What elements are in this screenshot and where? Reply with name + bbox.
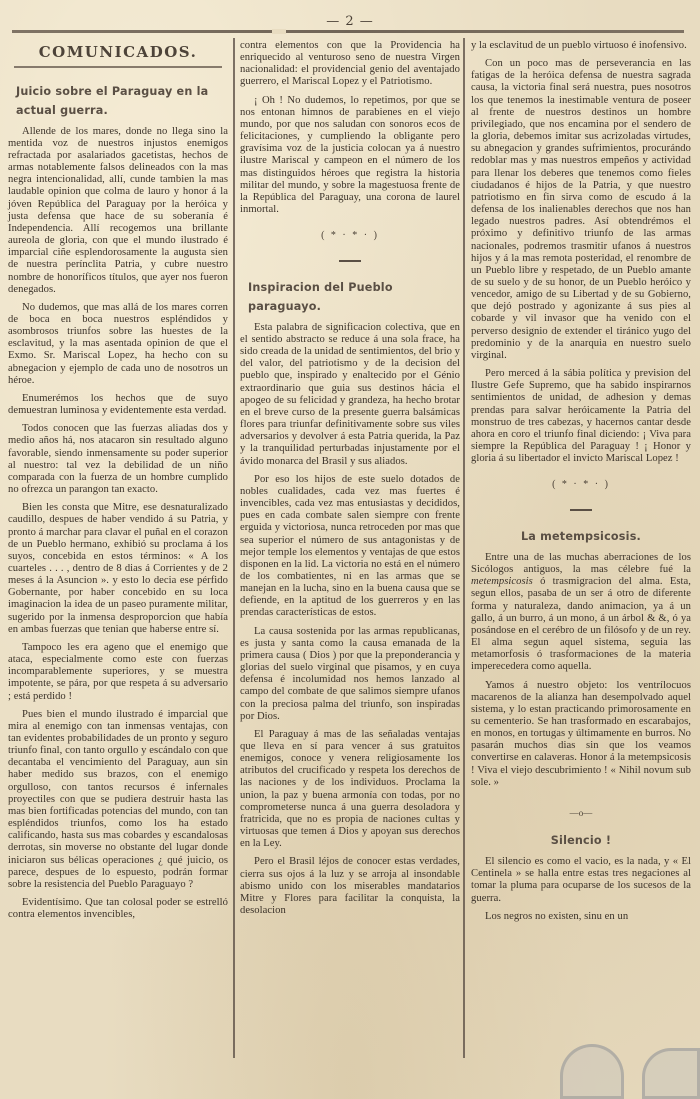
paragraph: No dudemos, que mas allá de los mares corren de boca en boca nuestros espléndidos y asombrosos triunfos sobre las huestes de la esclavitud, y la mas asentada opinion de que el Exmo. Sr. Mariscal Lopez, ha hecho con su abnegacion y ejemplo de cada uno de nosotros un héroe.: [8, 301, 228, 386]
article-title: Silencio !: [550, 834, 612, 848]
signature-mark: ( * · * · ): [552, 479, 610, 491]
paragraph: Esta palabra de significacion colectiva, que en el sentido abstracto se reduce á una sola frace, ha sido creada de la unidad de sentimientos, del brio y del valor, del patriotismo y de la decision del pueblo que, inspirado y enaltecido por el Génio extraordinario que guia sus destinos hácia el apogeo de su felicidad y grandeza, ha hecho brotar en el breve curso de la presente guerra balsámicas flores para triunfar definitivamente sobre sus viles adversarios y devolver á esta Patria querida, la Paz y la tranquilidad perturbadas injustamente por el ávido monarca del Brasil y sus aliados.: [240, 321, 460, 467]
paragraph: Por eso los hijos de este suelo dotados de nobles cualidades, cada vez mas fuertes é invencibles, cada vez mas entusiastas y decididos, pues en cada combate salen siempre con frente erguida y victoriosa, nunca retroceden por mas que sea superior el número de sus antagonistas y de mejor temple los elementos y ventajas de que estos disponen en la lid. La victoria no está en el número de los combatientes, ni en las armas que se manejan en la lucha, sino en la buena causa que se defiende, en la aptitud de los guerreros y en las prendas características de estos.: [240, 473, 460, 619]
text: ó trasmigracion del alma. Esta, segun ellos, pasaba de un ser á otro de diferente forma y naturaleza, dando animacion, ya á un gallo, á un burro, á un mono, á un árbol & &, ó ya posándose en el cerébro de un filósofo y de un rey. El alma segun aquel sistema, seguia las metamorfosis ó trasformaciones de la materia imperecedera como aquella.: [471, 576, 691, 673]
signature-mark: ( * · * · ): [321, 230, 379, 242]
paragraph: Evidentísimo. Que tan colosal poder se estrelló contra elementos invencibles,: [8, 897, 228, 921]
paragraph: Tampoco les era ageno que el enemigo que ataca, especialmente como este con fuerzas incomparablemente superiores, y se muestra impotente, se pára, por que respeta á su adversario ; está perdido !: [8, 641, 228, 702]
paragraph: Bien les consta que Mitre, ese desnaturalizado caudillo, despues de haber vendido á su Patria, y pronto á marchar para clavar el puñal en el corazon de un Pueblo hermano, exhibió su proclama á los suyos, concebida en estos términos: « A los cuarteles . . . , dentro de 8 dias á Corrientes y de 2 meses á la Asuncion ». y esto lo decia ese pérfido Gobernante, por haber concebido en su loca imaginacion la idea de un paseo puramente militar, sugerido por la inmensa desproporcion que había en ambas fuerzas que tenian que haberse entre sí.: [8, 502, 228, 635]
article-title: Juicio sobre el Paraguay en la actual guerra.: [16, 84, 209, 117]
paragraph: Pero merced á la sábia política y prevision del Ilustre Gefe Supremo, que ha sabido inspirarnos sentimientos de unidad, de adhesion y demas prendas para salvar heróicamente la Patria del monstruo de tres cabezas, y hacernos cantar desde ahora en coro el triunfo final diciendo: ¡ Viva para siempre la República del Paraguay ! ¡ Honor y gloria á su libertador el invicto Mariscal Lopez !: [471, 368, 691, 465]
paragraph: El Paraguay á mas de las señaladas ventajas que lleva en sí para vencer á sus gratuitos enemigos, conoce y venera religiosamente los atributos del crucificado y respeta los derechos de las naciones y de los individuos. Proclama la union, la paz y buena armonía con todas, por no comprometerse nunca á una guerra desoladora y fratricida, que no es propia de naciones cultas y virtuosas que temen á Dios y apoyan sus derechos en la Ley.: [240, 728, 460, 850]
paragraph: y la esclavitud de un pueblo virtuoso é inofensivo.: [471, 40, 687, 51]
paragraph: contra elementos con que la Providencia ha enriquecido al venturoso seno de nuestra Virgen nacionalidad: el providencial genio del aventajado guerrero, el Mariscal Lopez y el Patriotismo.: [240, 40, 460, 88]
text: Entre una de las muchas aberraciones de los Sicólogos antiguos, la mas célebre fué la: [471, 551, 691, 576]
archive-stamps: [560, 1044, 700, 1099]
section-title: COMUNICADOS.: [38, 43, 198, 61]
header-rule: [12, 30, 684, 33]
paragraph: Enumerémos los hechos que de suyo demuestran luminosa y evidentemente esta verdad.: [8, 392, 228, 417]
archive-seal-icon: [560, 1044, 624, 1099]
archive-seal-icon: [642, 1048, 700, 1099]
paragraph: Todos conocen que las fuerzas aliadas dos y medio años há, nos atacaron sin resultado alguno favorable, siendo inmensamente su poder superior al nuestro: tal vez la debilidad de un niño comparada con la fuerza de un hombre cumplido no ofrezca un parangon tan exacto.: [8, 423, 228, 496]
paragraph: Yamos á nuestro objeto: los ventrílocuos macarenos de la alianza han desempolvado aquel sistema, y lo estan practicando primorosamente en su cementerio. Se han trasformado en escarabajos, en monos, en tortugas y últimamente en burros. No pasarán muchos dias sin que los veamos convertirse en calaveras. Honor á la metempsicosis ! Viva el viejo descubrimiento ! « Nihil novum sub sole. »: [471, 679, 691, 788]
paragraph: Con un poco mas de perseverancia en las fatigas de la heróica defensa de nuestra sagrada causa, la victoria final será nuestra, pues nosotros los que tenemos la inestimable ventura de poseer al frente de nuestros destinos un hombre privilegiado, que nos encamina por el sendero de la gloria, debemos imitar sus acrizoladas virtudes, su abnegacion y grandes sufrimientos, procurándo redoblar mas y mas nuestros empeños y actividad para llenar los deberes que tenemos como fieles ciudadanos é hijos de la Patria, y que nuestro patriotismo en fin sirva como de escudo á la defensa de los inalienables derechos que nos han legado nuestros padres. Así obtendrémos el próximo y definitivo triunfo de las armas nacionales, podremos trasmitir ufanos á nuestros hijos y á la mas remota posteridad, el renombre de un Pueblo libre y respetado, de un Pueblo amante de su suelo y de su honor, de un Pueblo heróico y vencedor, amigo de su Libertad y de su Gobierno, que dejó postrado y agonizante á sus pies al cobarde y vil invasor que ha venido con el perverso designio de extender el tiránico yugo del predominio y de la anarquia en nuestro suelo virginal.: [471, 58, 691, 361]
column-1: [8, 40, 228, 927]
column-2: [240, 40, 460, 923]
paragraph: Pero el Brasil léjos de conocer estas verdades, cierra sus ojos á la luz y se arroja al insondable abismo unido con los miserables mandatarios Mitre y Flores para facilitar la conquista, la desolacion: [240, 856, 460, 917]
paragraph: Los negros no existen, sinu en un: [485, 910, 629, 922]
article-title: Inspiracion del Pueblo paraguayo.: [248, 280, 393, 313]
emphasis-term: metempsicosis: [471, 576, 533, 588]
column-divider: [233, 38, 235, 1058]
article-separator: [339, 260, 361, 262]
paragraph: Pues bien el mundo ilustrado é imparcial que mira al enemigo con tan inmensas ventajas, con tan evidentes probabilidades de un pronto y seguro triunfo final, con tanto orgullo y escándalo con que decantaba el vencimiento del Paraguay, aun sin haber medido sus brazos, con el enemigo orgulloso, con tantos recursos é infernales proyectiles con que se pudiera destruir hasta las mas bien fortificadas potencias del mundo, con tan espléndidos triunfos, como los ha estado calificando, hasta sus mas cobardes y escandalosas derrotas, sin moverse no obstante del lugar donde iniciaron sus bélicas operaciones ¿ qué juicio, os parece, despues de lo espuesto, podrán formar sobre la resistencia del Pueblo Paraguayo ?: [8, 708, 228, 890]
article-separator: —o—: [569, 807, 593, 818]
section-rule: [14, 66, 222, 68]
article-separator: [570, 509, 592, 511]
column-divider: [463, 38, 465, 1058]
page-number: — 2 —: [326, 14, 374, 29]
article-title: La metempsicosis.: [520, 529, 642, 543]
column-3: [471, 40, 691, 929]
paragraph: La causa sostenida por las armas republicanas, es justa y santa como la causa emanada de la primera causa ( Dios ) por que la preponderancia y glorias del suelo virginal que pisamos, y en cuya defensa é incolumidad nos hemos lanzado al campo del combate de que salimos siempre ufanos con la preciosa palma del triunfo, son inspiradas por Dios.: [240, 625, 460, 722]
paragraph: El silencio es como el vacio, es la nada, y « El Centinela » se halla entre estas tres negaciones al tomar la pluma para ocuparse de los sucesos de la guerra.: [471, 856, 691, 904]
paragraph: Allende de los mares, donde no llega sino la mentida voz de nuestros injustos enemigos refractada por asalariados gacetistas, hechos de armas notablemente falsos delineados con la mas negra intencionalidad, allí, cunde tambien la mas laudable opinion que colma de lauro y honor á la jóven República del Paraguay por la heróica y justa defensa que hace de su soberanía é Independencia. Allí recogemos una brillante aureola de gloria, con que el mundo ilustrado é imparcial ciñe esplendorosamente la augusta sien de nuestra perínclita Patria, y cubre nuestro nombre de honoríficos títulos, que ayer nos fueron denegados.: [8, 125, 228, 295]
paragraph: ¡ Oh ! No dudemos, lo repetimos, por que se nos entonan himnos de parabienes en el viejo mundo, por que nos saludan con sonoros ecos de felicitaciones, y cumpliendo la obligante pero gravísima voz de la justicia colocan ya á nuestro ilustre Mariscal y campeon en el número de los mas distinguidos héroes que registra la historia militar del mundo, y sobre la magestuosa frente de la República del Paraguay, una corona de laurel inmortal.: [240, 94, 460, 216]
paragraph: [471, 552, 691, 674]
